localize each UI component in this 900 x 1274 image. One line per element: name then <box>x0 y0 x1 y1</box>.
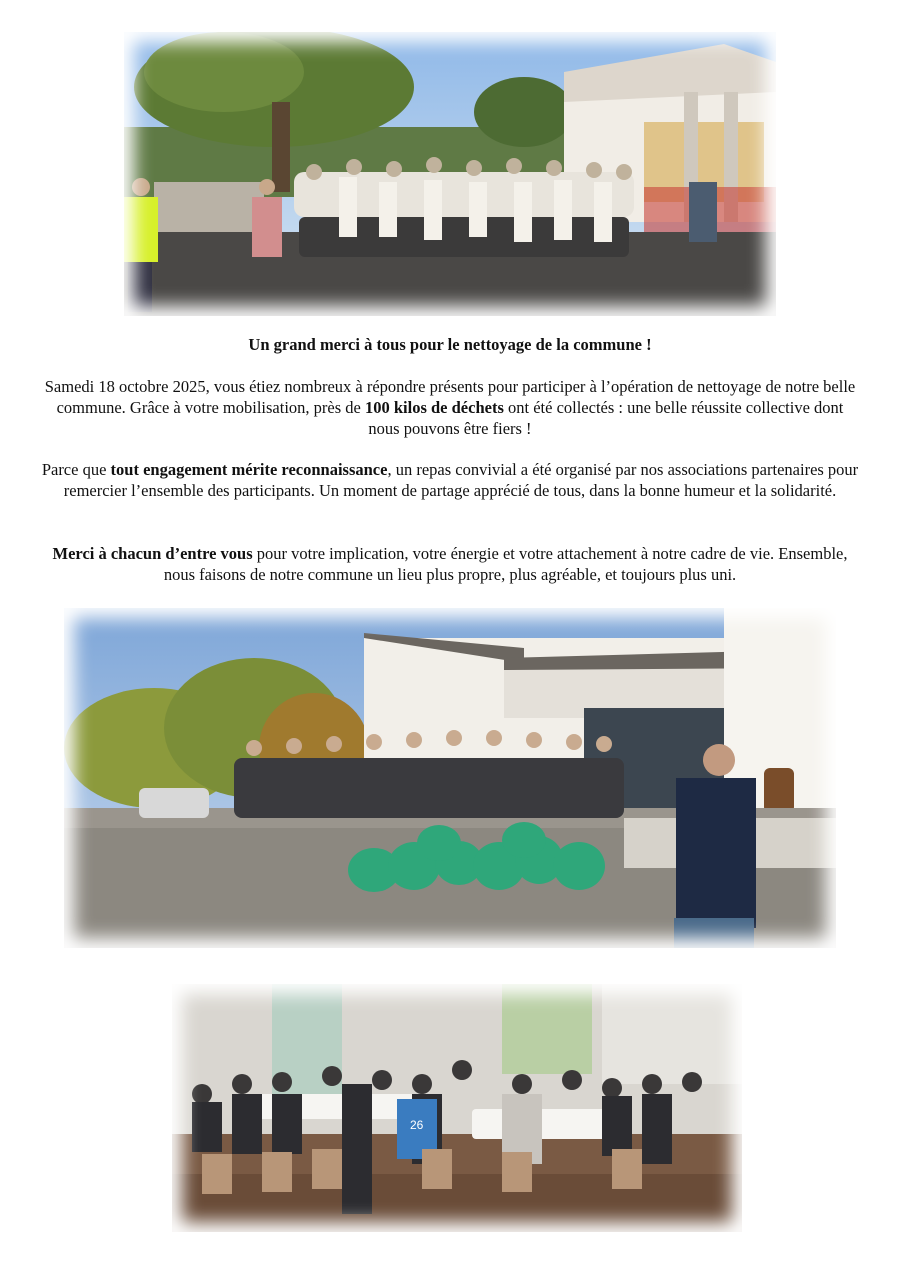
paragraph-1: Samedi 18 octobre 2025, vous étiez nombreux à répondre présents pour participer à l’opération de nettoyage de notre belle commune. Grâce à votre mobilisation, près de 100 kilos de déchets ont été collectés : une belle réussite collective dont nous pouvons être fiers ! <box>44 377 856 438</box>
indoor-meal-photo <box>172 984 742 1232</box>
bold-phrase: tout engagement mérite reconnaissance <box>110 460 388 479</box>
paragraph-3: Merci à chacun d’entre vous pour votre implication, votre énergie et votre attachement à notre cadre de vie. Ensemble, nous faisons de notre commune un lieu plus propre, plus agréable, et toujours plus uni. <box>52 544 848 584</box>
bold-phrase: Merci à chacun d’entre vous <box>52 544 253 563</box>
shirt-number: 26 <box>410 1118 424 1132</box>
paragraph-2: Parce que tout engagement mérite reconnaissance, un repas convivial a été organisé par nos associations partenaires pour remercier l’ensemble des participants. Un moment de partage apprécié de tous, dans la bonne humeur et la solidarité. <box>41 460 859 500</box>
article-title: Un grand merci à tous pour le nettoyage de la commune ! <box>248 335 652 354</box>
bold-phrase: 100 kilos de déchets <box>364 398 504 417</box>
group-photo-bags <box>64 608 836 948</box>
group-photo-outdoor <box>124 32 776 316</box>
